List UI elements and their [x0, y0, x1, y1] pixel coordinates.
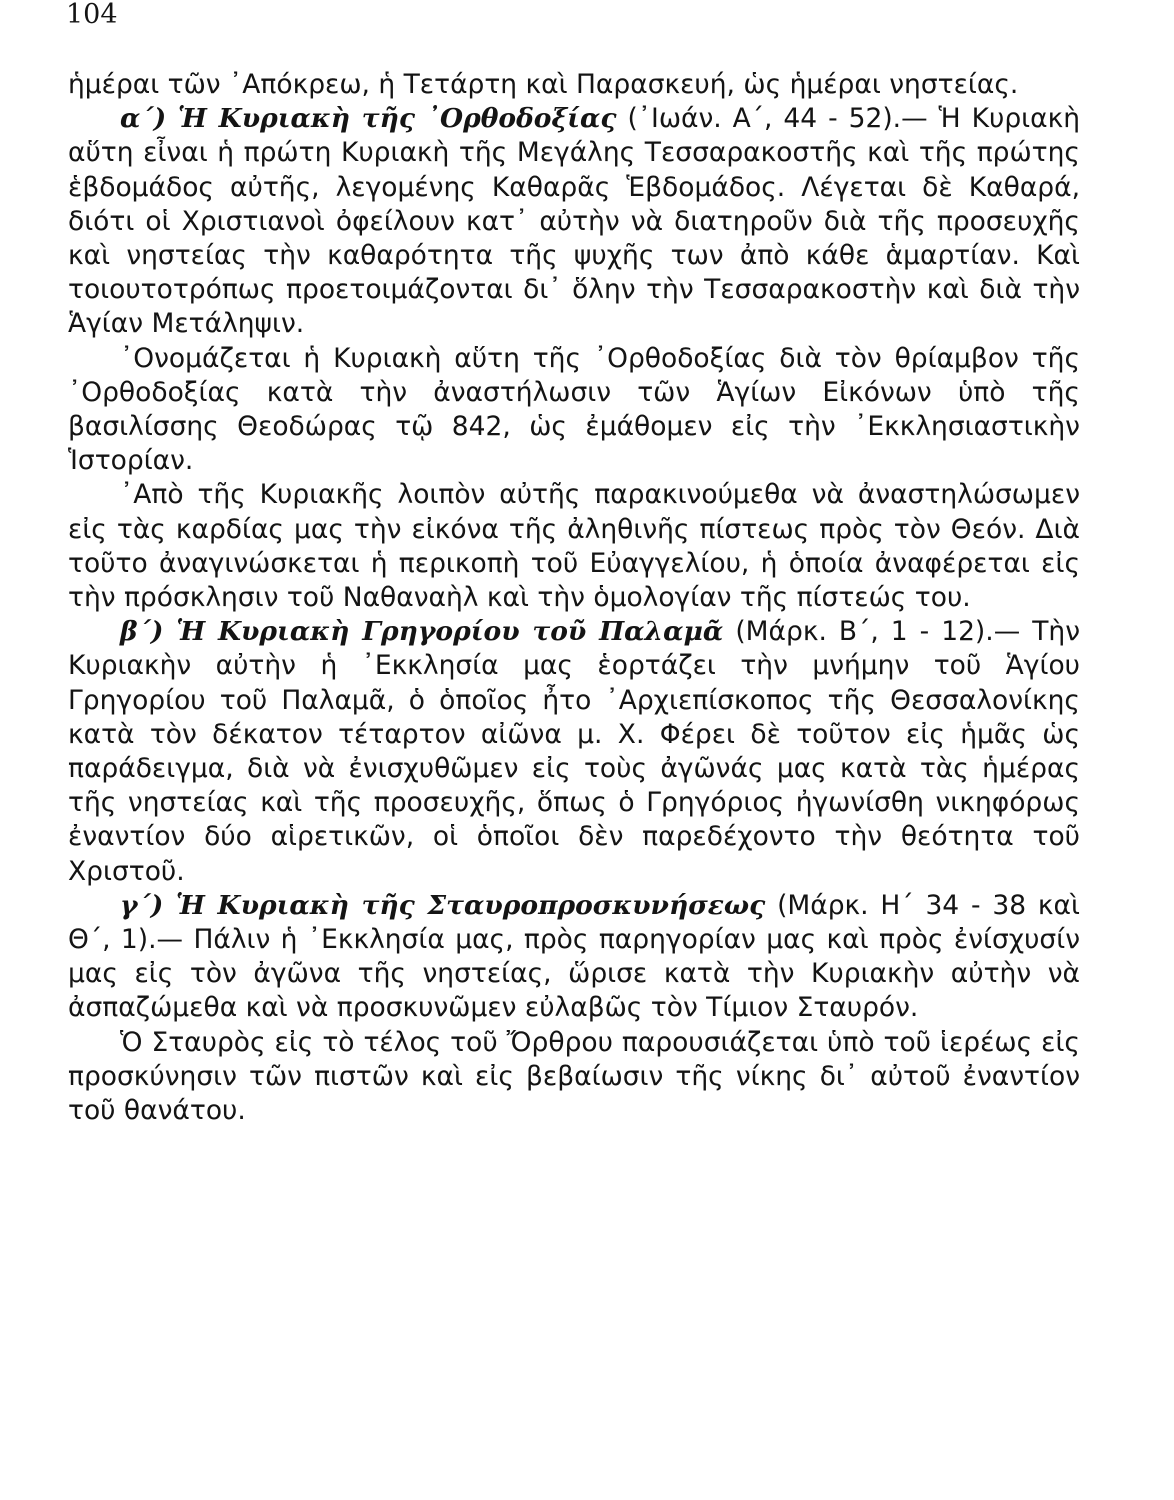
paragraph-orthodoxy-gospel: ᾿Απὸ τῆς Κυριακῆς λοιπὸν αὐτῆς παρακινούμεθα νὰ ἀναστηλώσωμεν εἰς τὰς καρδίας μας τὴν εἰκόνα τῆς ἀληθινῆς πίστεως πρὸς τὸν Θεόν. Διὰ τοῦτο ἀναγινώσκεται ἡ περικοπὴ τοῦ Εὐαγγελίου, ἡ ὁποία ἀναφέρεται εἰς τὴν πρόσκλησιν τοῦ Ναθαναὴλ καὶ τὴν ὁμολογίαν τῆς πίστεώς του.	[68, 479, 1080, 614]
section-heading-palamas: β΄) Ἡ Κυριακὴ Γρηγορίου τοῦ Παλαμᾶ	[120, 616, 724, 648]
paragraph-sunday-cross	[68, 889, 1080, 1026]
section-heading-cross: γ΄) Ἡ Κυριακὴ τῆς Σταυροπροσκυνήσεως	[120, 889, 766, 921]
paragraph-text: (Μάρκ. Η΄ 34 - 38 καὶ Θ΄, 1).— Πάλιν ἡ ᾿Εκκλησία μας, πρὸς παρηγορίαν μας καὶ πρὸς ἐνίσχυσίν μας εἰς τὸν ἀγῶνα τῆς νηστείας, ὥρισε κατὰ τὴν Κυριακὴν αὐτὴν νὰ ἀσπαζώμεθα καὶ νὰ προσκυνῶμεν εὐλαβῶς τὸν Τίμιον Σταυρόν.	[68, 889, 1080, 1024]
paragraph-text: (᾿Ιωάν. Α΄, 44 - 52).— Ἡ Κυριακὴ αὕτη εἶναι ἡ πρώτη Κυριακὴ τῆς Μεγάλης Τεσσαρακοστῆς καὶ τῆς πρώτης ἑβδομάδος αὐτῆς, λεγομένης Καθαρᾶς Ἑβδομάδος. Λέγεται δὲ Καθαρά, διότι οἱ Χριστιανοὶ ὀφείλουν κατ᾿ αὐτὴν νὰ διατηροῦν διὰ τῆς προσευχῆς καὶ νηστείας τὴν καθαρότητα τῆς ψυχῆς των ἀπὸ κάθε ἁμαρτίαν. Καὶ τοιουτοτρόπως προετοιμάζονται δι᾿ ὅλην τὴν Τεσσαρακοστὴν καὶ διὰ τὴν Ἁγίαν Μετάληψιν.	[68, 103, 1080, 340]
paragraph-sunday-palamas	[68, 615, 1080, 889]
body-text	[68, 68, 1080, 1128]
paragraph-sunday-orthodoxy	[68, 102, 1080, 341]
paragraph-cross-veneration: Ὁ Σταυρὸς εἰς τὸ τέλος τοῦ Ὄρθρου παρουσιάζεται ὑπὸ τοῦ ἱερέως εἰς προσκύνησιν τῶν πιστῶν καὶ εἰς βεβαίωσιν τῆς νίκης δι᾿ αὐτοῦ ἐναντίον τοῦ θανάτου.	[68, 1026, 1080, 1127]
paragraph-text: (Μάρκ. Β΄, 1 - 12).— Τὴν Κυριακὴν αὐτὴν ἡ ᾿Εκκλησία μας ἑορτάζει τὴν μνήμην τοῦ Ἁγίου Γρηγορίου τοῦ Παλαμᾶ, ὁ ὁποῖος ἦτο ᾿Αρχιεπίσκοπος τῆς Θεσσαλονίκης κατὰ τὸν δέκατον τέταρτον αἰῶνα μ. Χ. Φέρει δὲ τοῦτον εἰς ἡμᾶς ὡς παράδειγμα, διὰ νὰ ἐνισχυθῶμεν εἰς τοὺς ἀγῶνάς μας κατὰ τὰς ἡμέρας τῆς νηστείας καὶ τῆς προσευχῆς, ὅπως ὁ Γρηγόριος ἠγωνίσθη νικηφόρως ἐναντίον δύο αἱρετικῶν, οἱ ὁποῖοι δὲν παρεδέχοντο τὴν θεότητα τοῦ Χριστοῦ.	[68, 616, 1080, 887]
section-heading-orthodoxy: α΄) Ἡ Κυριακὴ τῆς ᾿Ορθοδοξίας	[120, 103, 617, 135]
paragraph-orthodoxy-name: ᾿Ονομάζεται ἡ Κυριακὴ αὕτη τῆς ᾿Ορθοδοξίας διὰ τὸν θρίαμβον τῆς ᾿Ορθοδοξίας κατὰ τὴν ἀναστήλωσιν τῶν Ἁγίων Εἰκόνων ὑπὸ τῆς βασιλίσσης Θεοδώρας τῷ 842, ὡς ἐμάθομεν εἰς τὴν ᾿Εκκλησιαστικὴν Ἱστορίαν.	[68, 342, 1080, 477]
page-number: 104	[66, 0, 118, 30]
paragraph-continuation: ἡμέραι τῶν ᾿Απόκρεω, ἡ Τετάρτη καὶ Παρασκευή, ὡς ἡμέραι νηστείας.	[68, 69, 1019, 100]
